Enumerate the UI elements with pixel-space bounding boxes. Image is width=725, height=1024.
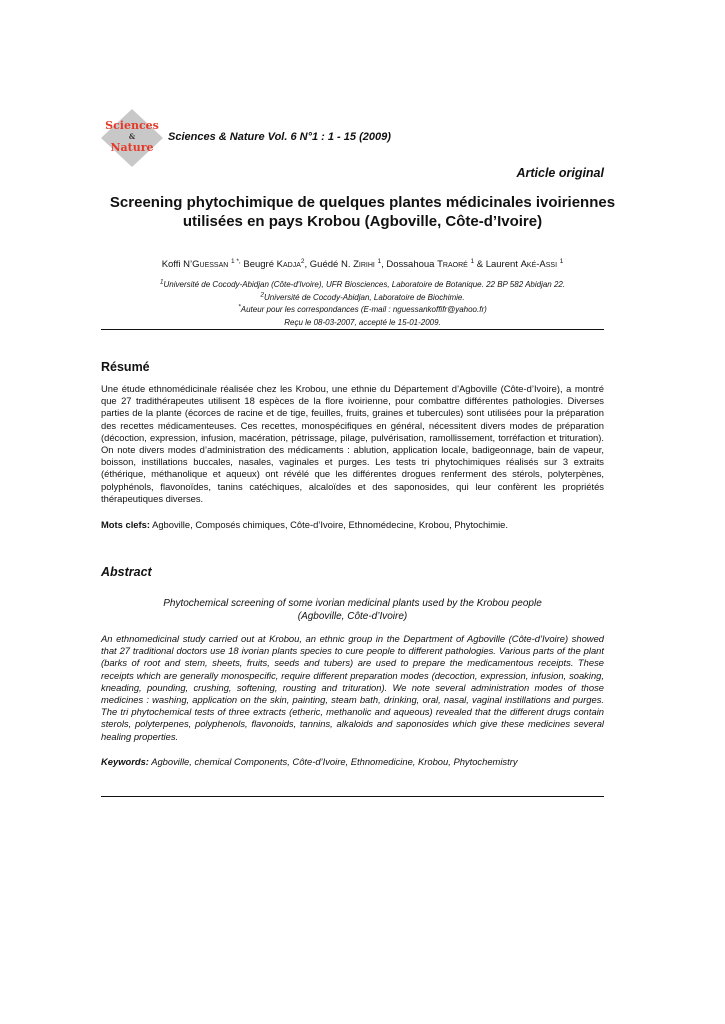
- keywords-en: Agboville, chemical Components, Côte-d’Ivoire, Ethnomedicine, Krobou, Phytochemistry: [151, 756, 518, 767]
- title-line-1: Screening phytochimique de quelques plantes médicinales ivoiriennes: [109, 194, 616, 211]
- keywords-label-en: Keywords:: [101, 756, 149, 767]
- author-3: Guédé N. Zirihi $^1$: [309, 257, 382, 270]
- author-5: Laurent Aké-Assi $^1$: [485, 257, 564, 270]
- journal-logo: [99, 108, 165, 168]
- keywords-label-fr: Mots clefs:: [101, 519, 150, 530]
- resume-keywords: [101, 519, 604, 530]
- article-type: Article original: [516, 166, 604, 180]
- footer-divider: [101, 796, 604, 797]
- abstract-title-line-2: (Agboville, Côte-d’Ivoire): [297, 610, 408, 622]
- author-4: Dossahoua Traoré $^1$: [386, 257, 475, 270]
- resume-heading: Résumé: [101, 360, 150, 374]
- author-list: Koffi N’Guessan $^{1 *,}$ Beugré Kadja$^2$, Guédé N. Zirihi $^1$, Dossahoua Traoré $^1$ & Laurent Aké-Assi $^1$: [161, 257, 564, 270]
- resume-text: Une étude ethnomédicinale réalisée chez les Krobou, une ethnie du Département d’Agboville (Côte-d’Ivoire), a montré que 27 tradithérapeutes utilisent 18 espèces de la flore ivoirienne, pour combattre différentes pathologies. Diverses parties de la plante (écorces de racine et de tige, feuilles, fruits, graines et tubercules) sont utilisées pour la préparation des recettes médicamenteuses. Ces recettes, monospécifiques en général, nécessitent divers modes de préparation (décoction, expression, infusion, macération, pétrissage, pilage, pulvérisation, ramollissement, torréfaction et trituration). On note divers modes d’administration des médicaments : ablution, application locale, badigeonnage, bain de vapeur, boisson, instillations buccales, nasales, vaginales et purges. Les tests tri phytochimiques réalisés sur 3 extraits (éthérique, méthanolique et aqueux) ont révélé que les différentes drogues renferment des stérols, polyterpènes, polyphénols, flavonoïdes, tanins catéchiques, alcaloïdes et des saponosides, qui leur confèrent les propriétés thérapeutiques diverses.: [101, 383, 604, 504]
- author-2: Beugré Kadja$^2$: [243, 257, 305, 270]
- logo-word-nature: Nature: [110, 141, 154, 154]
- abstract-title: [101, 598, 604, 623]
- affiliation-1: $^1$Université de Cocody-Abidjan (Côte-d'Ivoire), UFR Biosciences, Laboratoire de Botanique. 22 BP 582 Abidjan 22.: [159, 278, 566, 289]
- keywords-fr: Agboville, Composés chimiques, Côte-d’Ivoire, Ethnomédecine, Krobou, Phytochimie.: [152, 519, 508, 530]
- abstract-heading: Abstract: [101, 565, 152, 579]
- logo-word-ampersand: &: [128, 132, 136, 141]
- logo-word-sciences: Sciences: [105, 119, 159, 132]
- received-accepted-dates: Reçu le 08-03-2007, accepté le 15-01-2009.: [284, 317, 441, 327]
- abstract-keywords: [101, 756, 604, 767]
- header-divider: [101, 329, 604, 330]
- author-1: Koffi N’Guessan $^{1 *,}$: [161, 257, 241, 270]
- affiliation-2: $^2$Université de Cocody-Abidjan, Laboratoire de Biochimie.: [260, 290, 465, 302]
- journal-reference: Sciences & Nature Vol. 6 N°1 : 1 - 15 (2009): [168, 131, 391, 143]
- affiliations: [60, 279, 665, 329]
- title-line-2: utilisées en pays Krobou (Agboville, Côte-d’Ivoire): [182, 213, 543, 230]
- corresponding-author: *Auteur pour les correspondances (E-mail : nguessankoffifr@yahoo.fr): [238, 303, 487, 314]
- abstract-text: An ethnomedicinal study carried out at Krobou, an ethnic group in the Department of Agboville (Côte-d’Ivoire) showed that 27 traditional doctors use 18 ivorian plants species to cure people to different pathologies. Various parts of the plant (barks of root and stem, sheets, fruits, seeds and tubers) are used to prepare the medicamentous receipts. These receipts which are generally monospecific, require different preparation modes (decoction, expression, infusion, soaking, kneading, pounding, crushing, softening, rousting and trituration). We note several administration modes of those medicines : washing, application on the skin, painting, steam bath, drinking, oral, nasal, vaginal instillations and purges. The tri phytochemical tests of three extracts (etheric, methanolic and aqueous) revealed that the different drugs contain sterols, polyterpenes, polyphenols, flavonoids, tannins, alkaloids and saponosides which give these medicines several healing properties.: [101, 633, 604, 742]
- abstract-title-line-1: Phytochemical screening of some ivorian medicinal plants used by the Krobou people: [163, 598, 542, 609]
- paper-title: [60, 193, 665, 231]
